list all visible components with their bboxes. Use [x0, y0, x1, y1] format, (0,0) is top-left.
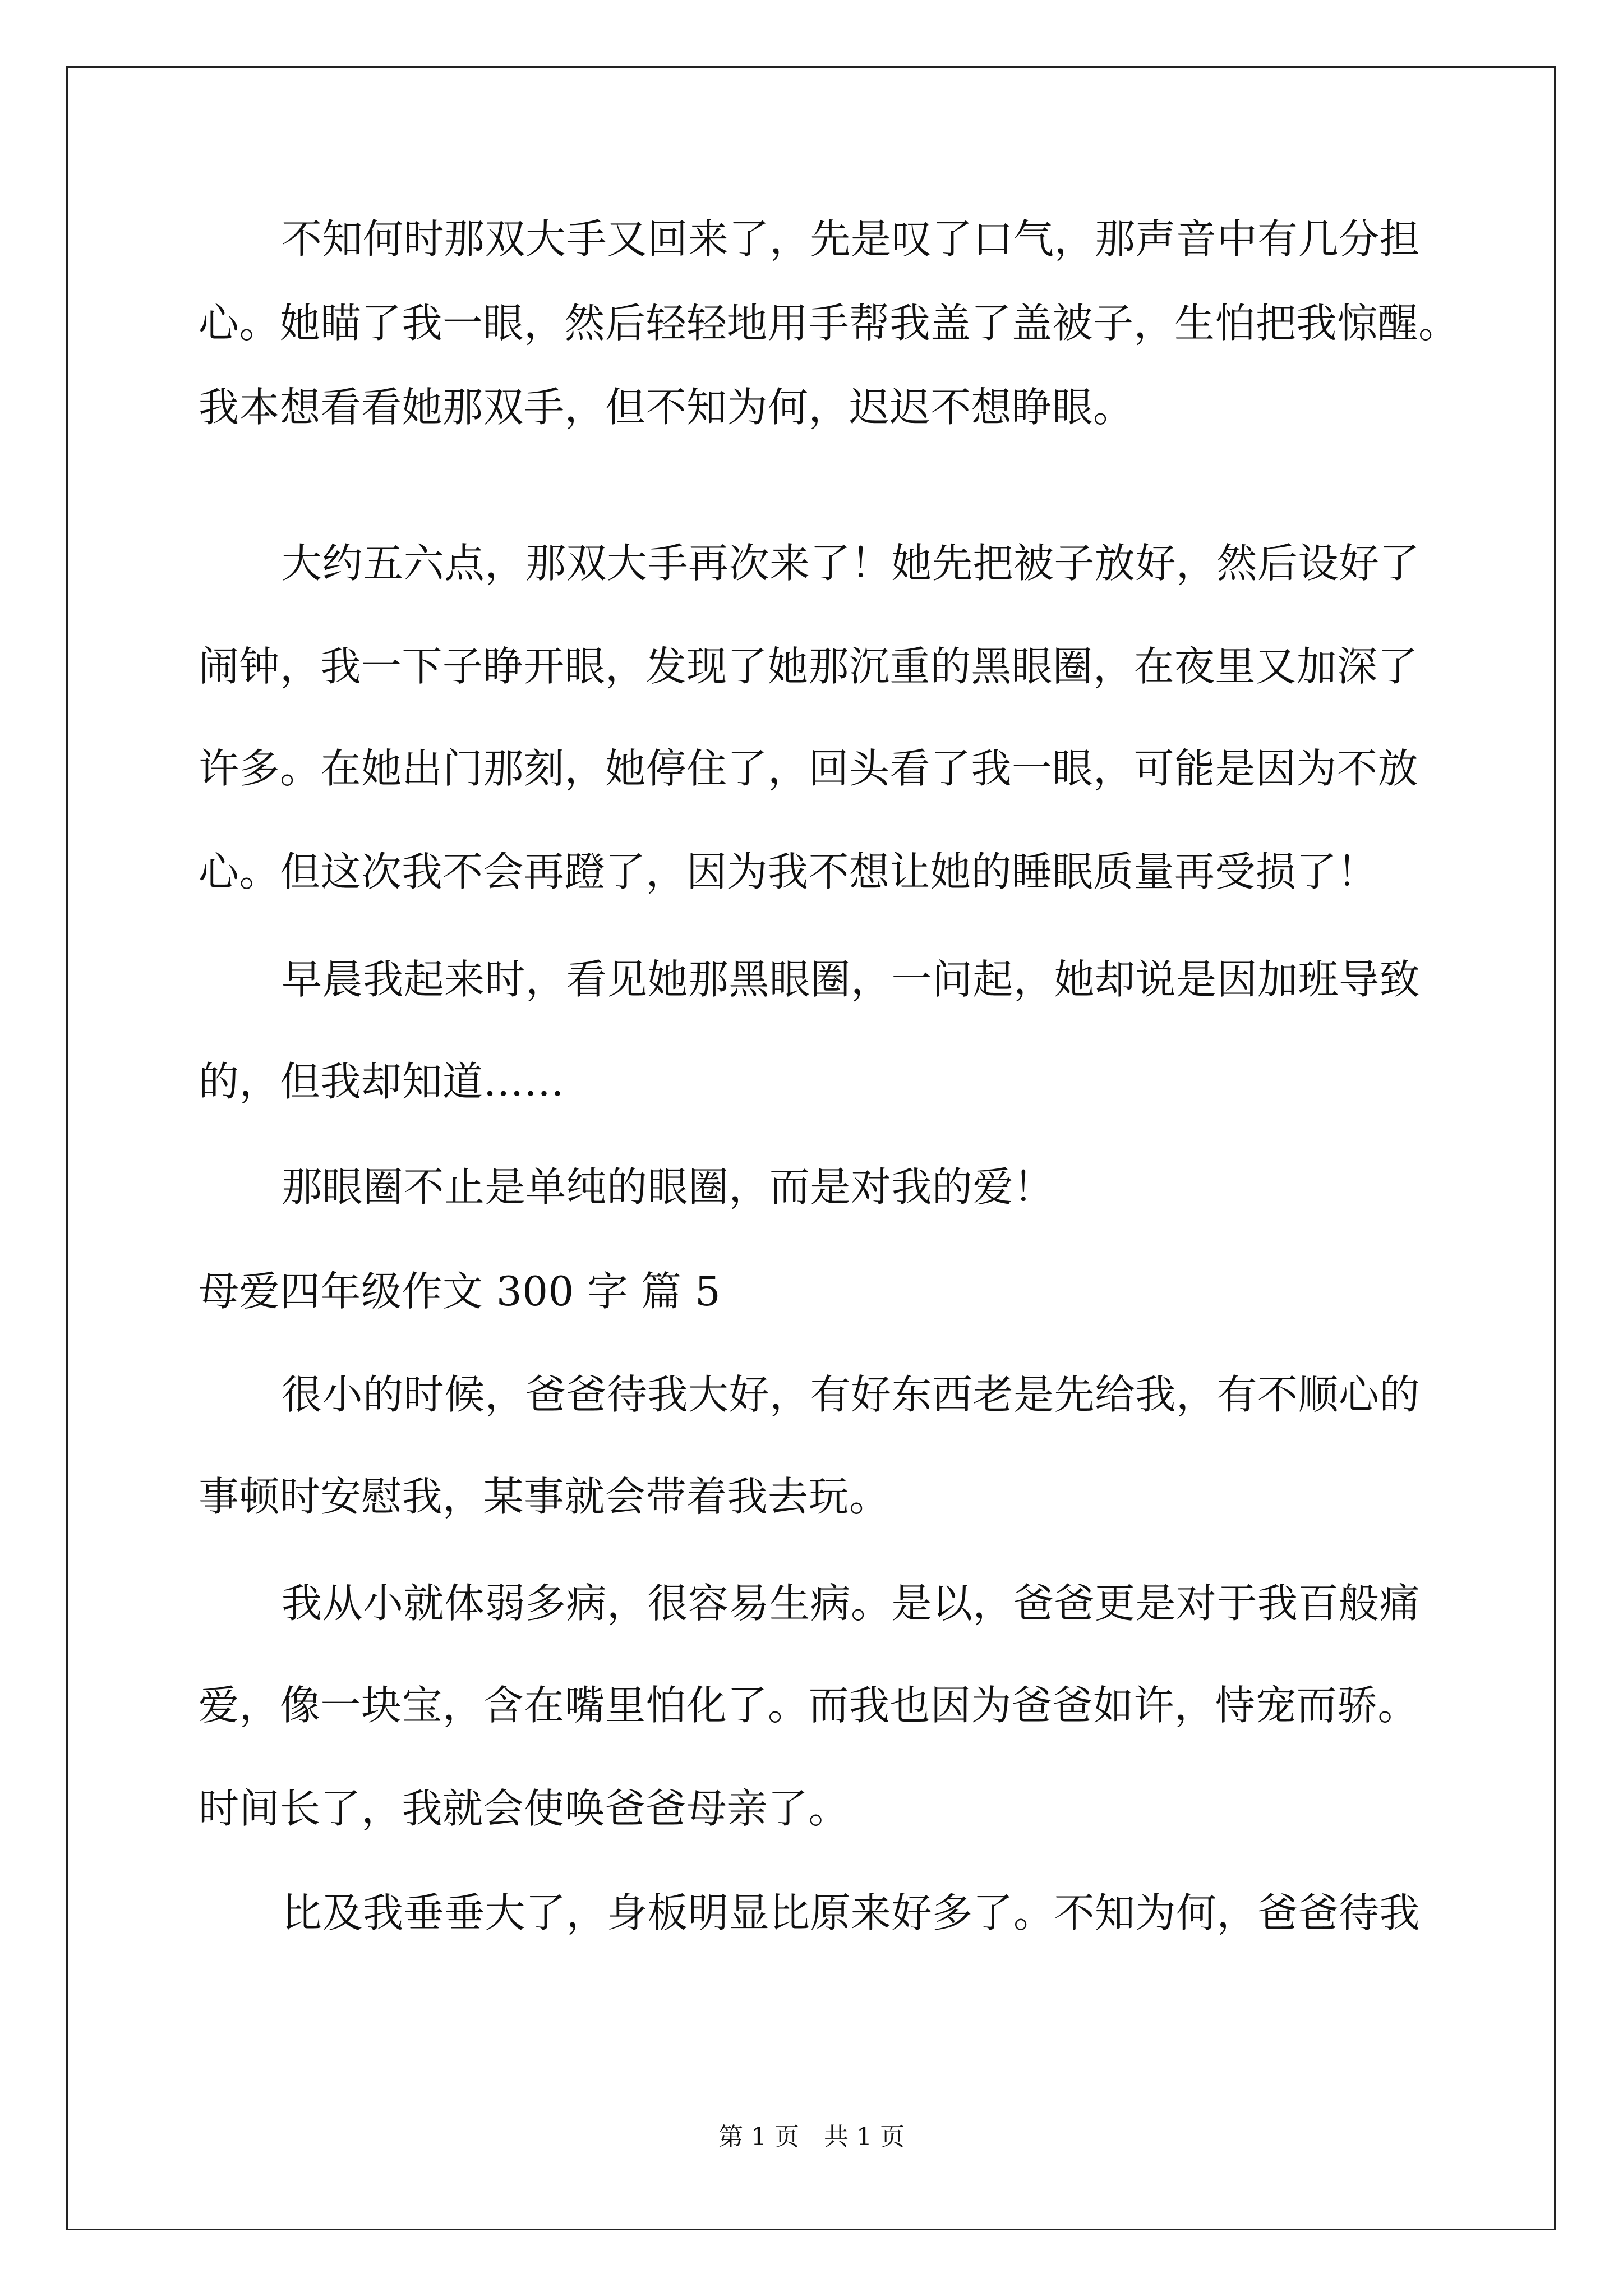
paragraph-line: 心。但这次我不会再蹬了，因为我不想让她的睡眠质量再受损了！ — [199, 848, 1378, 895]
paragraph-line: 比及我垂垂大了，身板明显比原来好多了。不知为何，爸爸待我 — [282, 1889, 1421, 1936]
paragraph-line: 我从小就体弱多病，很容易生病。是以，爸爸更是对于我百般痛 — [282, 1580, 1421, 1627]
section-heading: 母爱四年级作文 300 字 篇 5 — [199, 1268, 721, 1315]
paragraph-line: 那眼圈不止是单纯的眼圈，而是对我的爱！ — [282, 1163, 1054, 1211]
paragraph-line: 早晨我起来时，看见她那黑眼圈，一问起，她却说是因加班导致 — [282, 956, 1421, 1003]
paragraph-line: 很小的时候，爸爸待我大好，有好东西老是先给我，有不顺心的 — [282, 1371, 1421, 1418]
paragraph-line: 心。她瞄了我一眼，然后轻轻地用手帮我盖了盖被子，生怕把我惊醒。 — [199, 300, 1459, 347]
page-footer — [0, 2125, 1623, 2150]
page-number-total: 共 1 页 — [824, 2123, 905, 2151]
paragraph-line: 不知何时那双大手又回来了，先是叹了口气，那声音中有几分担 — [282, 215, 1421, 263]
paragraph-line: 爱，像一块宝，含在嘴里怕化了。而我也因为爸爸如许，恃宠而骄。 — [199, 1682, 1419, 1729]
paragraph-line: 闹钟，我一下子睁开眼，发现了她那沉重的黑眼圈，在夜里又加深了 — [199, 643, 1419, 690]
paragraph-line: 时间长了，我就会使唤爸爸母亲了。 — [199, 1785, 850, 1832]
paragraph-line: 大约五六点，那双大手再次来了！她先把被子放好，然后设好了 — [282, 540, 1421, 587]
page-number-current: 第 1 页 — [718, 2123, 799, 2151]
paragraph-line: 许多。在她出门那刻，她停住了，回头看了我一眼，可能是因为不放 — [199, 745, 1419, 792]
paragraph-line: 事顿时安慰我，某事就会带着我去玩。 — [199, 1473, 890, 1520]
paragraph-line: 的，但我却知道…… — [199, 1058, 565, 1105]
paragraph-line: 我本想看看她那双手，但不知为何，迟迟不想睁眼。 — [199, 384, 1134, 431]
